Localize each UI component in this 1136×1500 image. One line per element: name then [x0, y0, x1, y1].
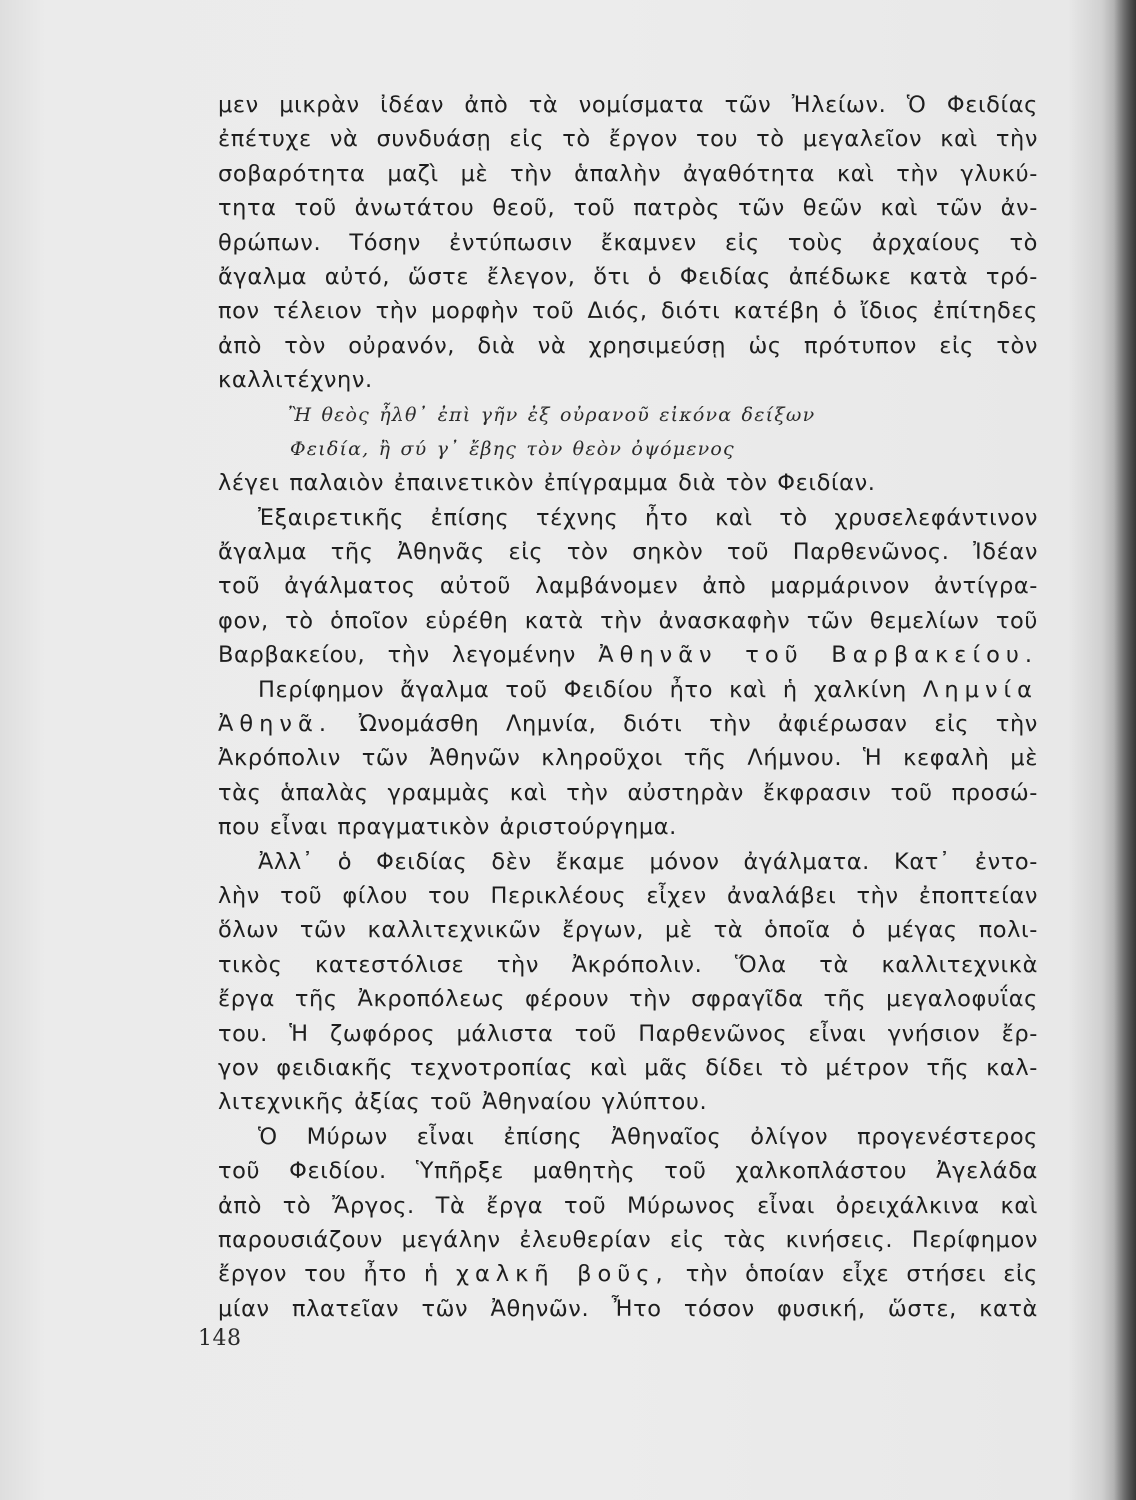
text-line: τὰς ἁπαλὰς γραμμὰς καὶ τὴν αὐστηρὰν ἔκφρασιν τοῦ προσώ- [218, 779, 1038, 806]
text-line: μίαν πλατεῖαν τῶν Ἀθηνῶν. Ἦτο τόσον φυσική, ὥστε, κατὰ [218, 1295, 1038, 1322]
text-line: λιτεχνικῆς ἀξίας τοῦ Ἀθηναίου γλύπτου. [218, 1089, 708, 1116]
text-line: σοβαρότητα μαζὶ μὲ τὴν ἁπαλὴν ἀγαθότητα καὶ τὴν γλυκύ- [218, 160, 1038, 187]
text-line: φον, τὸ ὁποῖον εὑρέθη κατὰ τὴν ἀνασκαφὴν τῶν θεμελίων τοῦ [218, 607, 1038, 634]
text-line: ὅλων τῶν καλλιτεχνικῶν ἔργων, μὲ τὰ ὁποῖα ὁ μέγας πολι- [218, 917, 1038, 944]
text-line: θρώπων. Τόσην ἐντύπωσιν ἔκαμνεν εἰς τοὺς ἀρχαίους τὸ [218, 229, 1038, 256]
text-line: μεν μικρὰν ἰδέαν ἀπὸ τὰ νομίσματα τῶν Ἠλείων. Ὁ Φειδίας [218, 92, 1038, 118]
text-line: του. Ἡ ζωφόρος μάλιστα τοῦ Παρθενῶνος εἶναι γνήσιον ἔρ- [218, 1020, 1038, 1047]
text-line: πον τέλειον τὴν μορφὴν τοῦ Διός, διότι κατέβη ὁ ἴδιος ἐπίτηδες [218, 298, 1038, 325]
paragraph-start: Ἐξαιρετικῆς ἐπίσης τέχνης ἦτο καὶ τὸ χρυσελεφάντινον [258, 504, 1038, 531]
text-line [218, 638, 1038, 672]
text-line: καλλιτέχνην. [218, 367, 373, 394]
text-line: τητα τοῦ ἀνωτάτου θεοῦ, τοῦ πατρὸς τῶν θεῶν καὶ τῶν ἀν- [218, 195, 1038, 222]
text-line: τοῦ ἀγάλματος αὐτοῦ λαμβάνομεν ἀπὸ μαρμάρινον ἀντίγρα- [218, 573, 1038, 600]
paragraph-start: Ἀλλ᾽ ὁ Φειδίας δὲν ἔκαμε μόνον ἀγάλματα. Κατ᾽ ἐντο- [258, 848, 1038, 875]
binding-shadow [1114, 0, 1136, 1500]
epigram-verse-1: Ἢ θεὸς ἦλθ᾽ ἐπὶ γῆν ἐξ οὐρανοῦ εἰκόνα δείξων [288, 403, 816, 426]
text-line: ἔργα τῆς Ἀκροπόλεως φέρουν τὴν σφραγῖδα τῆς μεγαλοφυΐας [218, 986, 1038, 1013]
text-line: τικὸς κατεστόλισε τὴν Ἀκρόπολιν. Ὅλα τὰ καλλιτεχνικὰ [218, 951, 1038, 978]
text-line: ἄγαλμα τῆς Ἀθηνᾶς εἰς τὸν σηκὸν τοῦ Παρθενῶνος. Ἰδέαν [218, 539, 1038, 566]
text-span: τὴν ὁποίαν εἶχε στήσει εἰς [685, 1261, 1038, 1288]
text-line: ἀπὸ τὸ Ἄργος. Τὰ ἔργα τοῦ Μύρωνος εἶναι ὀρειχάλκινα καὶ [218, 1192, 1038, 1219]
text-line: ἐπέτυχε νὰ συνδυάσῃ εἰς τὸ ἔργον του τὸ μεγαλεῖον καὶ τὴν [218, 126, 1038, 153]
text-line: ἀπὸ τὸν οὐρανόν, διὰ νὰ χρησιμεύσῃ ὡς πρότυπον εἰς τὸν [218, 332, 1038, 359]
text-line: λέγει παλαιὸν ἐπαινετικὸν ἐπίγραμμα διὰ τὸν Φειδίαν. [218, 470, 876, 497]
text-line: που εἶναι πραγματικὸν ἀριστούργημα. [218, 814, 677, 841]
text-span: Βαρβακείου, τὴν λεγομένην [218, 642, 576, 669]
text-line: γον φειδιακῆς τεχνοτροπίας καὶ μᾶς δίδει τὸ μέτρον τῆς καλ- [218, 1054, 1038, 1081]
text-line: τοῦ Φειδίου. Ὑπῆρξε μαθητὴς τοῦ χαλκοπλάστου Ἀγελάδα [218, 1158, 1038, 1185]
page-number: 148 [198, 1326, 242, 1351]
text-line: λὴν τοῦ φίλου του Περικλέους εἶχεν ἀναλάβει τὴν ἐποπτείαν [218, 882, 1038, 909]
spaced-term-chalke-vous: χαλκῆ βοῦς, [455, 1261, 669, 1288]
text-line: ἄγαλμα αὐτό, ὥστε ἔλεγον, ὅτι ὁ Φειδίας ἀπέδωκε κατὰ τρό- [218, 263, 1038, 290]
text-line: Ἀκρόπολιν τῶν Ἀθηνῶν κληροῦχοι τῆς Λήμνου. Ἡ κεφαλὴ μὲ [218, 745, 1038, 772]
text-line: παρουσιάζουν μεγάλην ἐλευθερίαν εἰς τὰς κινήσεις. Περίφημον [218, 1226, 1038, 1253]
spaced-term-athena: Ἀθηνᾶ. [218, 711, 332, 738]
text-span: ἔργον του ἦτο ἡ [218, 1261, 439, 1288]
paragraph-start [218, 673, 1038, 707]
text-line [218, 707, 1038, 741]
epigram-verse-2: Φειδία, ἢ σύ γ᾽ ἔβης τὸν θεὸν ὀψόμενος [290, 437, 735, 460]
paragraph-start: Ὁ Μύρων εἶναι ἐπίσης Ἀθηναῖος ὀλίγον προγενέστερος [258, 1123, 1038, 1150]
spaced-term-lemnia: Λημνία [923, 676, 1038, 703]
text-line [218, 1257, 1038, 1291]
text-span: Περίφημον ἄγαλμα τοῦ Φειδίου ἦτο καὶ ἡ χαλκίνη [258, 676, 907, 703]
spaced-term-athena-varvakeiou: Ἀθηνᾶν τοῦ Βαρβακείου. [598, 642, 1039, 669]
body-text [218, 88, 1038, 1326]
text-span: Ὠνομάσθη Λημνία, διότι τὴν ἀφιέρωσαν εἰς τὴν [358, 711, 1038, 738]
